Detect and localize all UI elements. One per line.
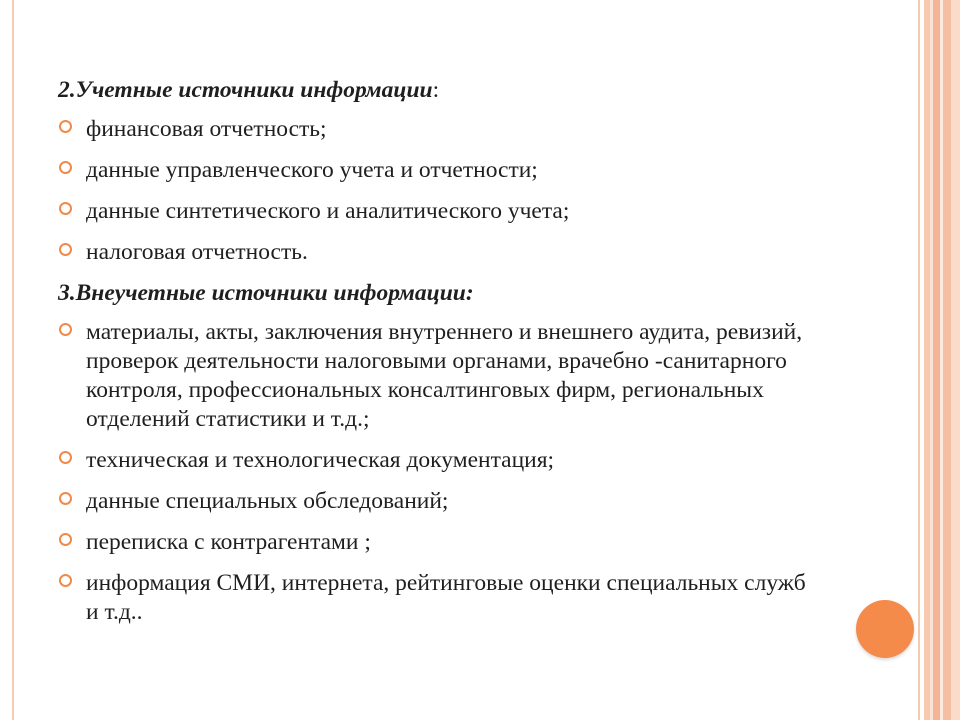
list-item <box>58 569 818 627</box>
section-heading-non-accounting-sources: 3.Внеучетные источники информации: <box>58 280 474 306</box>
ring-bullet-icon <box>59 323 72 336</box>
list-item-text: переписка с контрагентами ; <box>86 529 371 555</box>
section-heading-accounting-sources <box>58 76 818 105</box>
slide-content <box>58 76 818 639</box>
list-item-text: техническая и технологическая документация; <box>86 447 555 473</box>
decorative-orange-circle <box>856 600 914 658</box>
list-item-text: материалы, акты, заключения внутреннего и внешнего аудита, ревизий, проверок деятельности налоговыми органами, врачебно -санитарного контроля, профессиональных консалтинговых фирм, региональных отделений статистики и т.д.; <box>86 319 803 432</box>
ring-bullet-icon <box>59 574 72 587</box>
right-decorative-stripes <box>924 0 960 720</box>
right-border-line <box>918 0 920 720</box>
list-item <box>58 318 818 434</box>
accounting-sources-list <box>58 115 818 267</box>
list-item-text: налоговая отчетность. <box>86 239 308 265</box>
list-item-text: данные синтетического и аналитического учета; <box>86 198 570 224</box>
list-item <box>58 156 818 185</box>
ring-bullet-icon <box>59 161 72 174</box>
non-accounting-sources-list <box>58 318 818 627</box>
ring-bullet-icon <box>59 492 72 505</box>
list-item <box>58 446 818 475</box>
list-item-text: финансовая отчетность; <box>86 116 327 142</box>
ring-bullet-icon <box>59 451 72 464</box>
list-item-text: данные управленческого учета и отчетности; <box>86 157 538 183</box>
ring-bullet-icon <box>59 243 72 256</box>
heading-colon: : <box>432 77 440 103</box>
left-border-line <box>12 0 14 720</box>
ring-bullet-icon <box>59 202 72 215</box>
ring-bullet-icon <box>59 533 72 546</box>
section-heading-text: 2.Учетные источники информации <box>58 77 433 103</box>
list-item-text: данные специальных обследований; <box>86 488 449 514</box>
list-item <box>58 115 818 144</box>
list-item <box>58 238 818 267</box>
ring-bullet-icon <box>59 120 72 133</box>
list-item <box>58 487 818 516</box>
list-item <box>58 528 818 557</box>
list-item-text: информация СМИ, интернета, рейтинговые оценки специальных служб и т.д.. <box>86 570 806 625</box>
list-item <box>58 197 818 226</box>
